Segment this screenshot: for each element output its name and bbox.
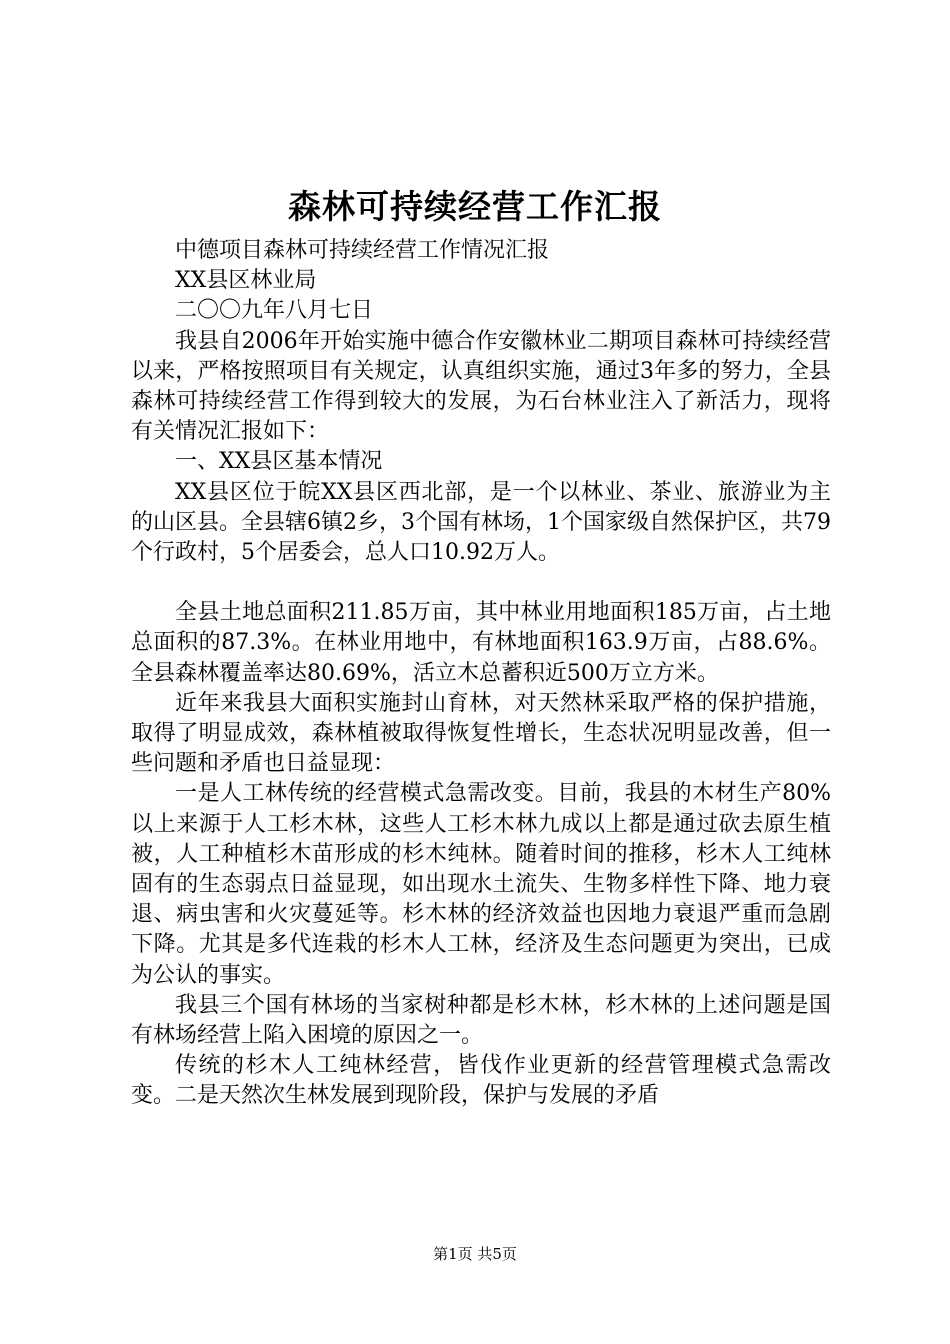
body-paragraph: 一是人工林传统的经营模式急需改变。目前，我县的木材生产80%以上来源于人工杉木林，这些人工杉木林九成以上都是通过砍去原生植被，人工种植杉木苗形成的杉木纯林。随着时间的推移，杉木人工纯林固有的生态弱点日益显现，如出现水土流失、生物多样性下降、地力衰退、病虫害和火灾蔓延等。杉木林的经济效益也因地力衰退严重而急剧下降。尤其是多代连栽的杉木人工林，经济及生态问题更为突出，已成为公认的事实。 — [131, 781, 831, 988]
body-paragraph: 传统的杉木人工纯林经营，皆伐作业更新的经营管理模式急需改变。二是天然次生林发展到现阶段，保护与发展的矛盾 — [131, 1053, 831, 1109]
body-paragraph: 我县自2006年开始实施中德合作安徽林业二期项目森林可持续经营以来，严格按照项目有关规定，认真组织实施，通过3年多的努力，全县森林可持续经营工作得到较大的发展，为石台林业注入了新活力，现将有关情况汇报如下： — [131, 328, 831, 445]
body-paragraph: 全县土地总面积211.85万亩，其中林业用地面积185万亩，占土地总面积的87.3%。在林业用地中，有林地面积163.9万亩，占88.6%。全县森林覆盖率达80.69%，活立木总蓄积近500万立方米。 — [131, 600, 831, 686]
body-paragraph: 我县三个国有林场的当家树种都是杉木林，杉木林的上述问题是国有林场经营上陷入困境的原因之一。 — [131, 992, 831, 1049]
date-line: 二〇〇九年八月七日 — [175, 298, 374, 324]
body-paragraph: 近年来我县大面积实施封山育林，对天然林采取严格的保护措施，取得了明显成效，森林植被取得恢复性增长，生态状况明显改善，但一些问题和矛盾也日益显现： — [131, 690, 831, 777]
document-body — [131, 236, 831, 1112]
document-title: 森林可持续经营工作汇报 — [288, 187, 662, 226]
page-footer: 第1页 共5页 — [433, 1245, 517, 1263]
body-paragraph: XX县区位于皖XX县区西北部，是一个以林业、茶业、旅游业为主的山区县。全县辖6镇2乡，3个国有林场，1个国家级自然保护区，共79个行政村，5个居委会，总人口10.92万人。 — [131, 479, 831, 566]
section-heading: 一、XX县区基本情况 — [175, 449, 383, 475]
author-line: XX县区林业局 — [175, 268, 317, 294]
subtitle-line: 中德项目森林可持续经营工作情况汇报 — [175, 238, 550, 263]
